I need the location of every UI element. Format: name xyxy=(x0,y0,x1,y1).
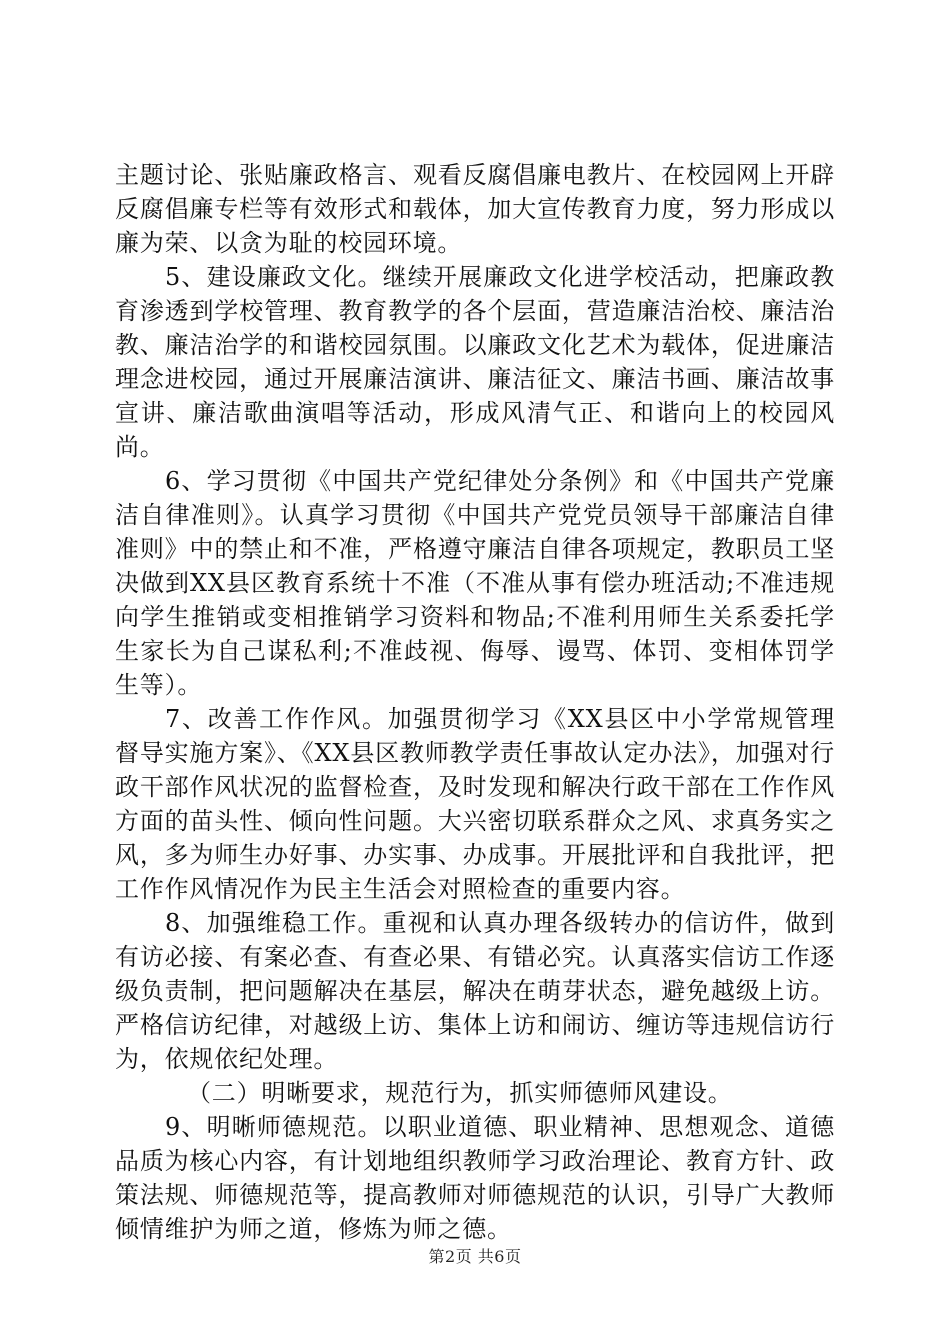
paragraph-item-5: 5、建设廉政文化。继续开展廉政文化进学校活动，把廉政教育渗透到学校管理、教育教学的各个层面，营造廉洁治校、廉洁治教、廉洁治学的和谐校园氛围。以廉政文化艺术为载体，促进廉洁理念进校园，通过开展廉洁演讲、廉洁征文、廉洁书画、廉洁故事宣讲、廉洁歌曲演唱等活动，形成风清气正、和谐向上的校园风尚。 xyxy=(115,263,835,461)
paragraph-item-6: 6、学习贯彻《中国共产党纪律处分条例》和《中国共产党廉洁自律准则》。认真学习贯彻《中国共产党党员领导干部廉洁自律准则》中的禁止和不准，严格遵守廉洁自律各项规定，教职员工坚决做到XX县区教育系统十不准（不准从事有偿办班活动;不准违规向学生推销或变相推销学习资料和物品;不准利用师生关系委托学生家长为自己谋私利;不准歧视、侮辱、谩骂、体罚、变相体罚学生等）。 xyxy=(115,467,835,699)
document-body xyxy=(115,158,835,1246)
paragraph-item-8: 8、加强维稳工作。重视和认真办理各级转办的信访件，做到有访必接、有案必查、有查必果、有错必究。认真落实信访工作逐级负责制，把问题解决在基层，解决在萌芽状态，避免越级上访。严格信访纪律，对越级上访、集体上访和闹访、缠访等违规信访行为，依规依纪处理。 xyxy=(115,909,835,1073)
section-heading-2: （二）明晰要求，规范行为，抓实师德师风建设。 xyxy=(187,1079,733,1107)
paragraph-continuation: 主题讨论、张贴廉政格言、观看反腐倡廉电教片、在校园网上开辟反腐倡廉专栏等有效形式和载体，加大宣传教育力度，努力形成以廉为荣、以贪为耻的校园环境。 xyxy=(115,161,835,257)
page-number-footer: 第2页 共6页 xyxy=(428,1247,522,1266)
paragraph-item-7: 7、改善工作作风。加强贯彻学习《XX县区中小学常规管理督导实施方案》、《XX县区教师教学责任事故认定办法》，加强对行政干部作风状况的监督检查，及时发现和解决行政干部在工作作风方面的苗头性、倾向性问题。大兴密切联系群众之风、求真务实之风，多为师生办好事、办实事、办成事。开展批评和自我批评，把工作作风情况作为民主生活会对照检查的重要内容。 xyxy=(115,705,835,903)
paragraph-item-9: 9、明晰师德规范。以职业道德、职业精神、思想观念、道德品质为核心内容，有计划地组织教师学习政治理论、教育方针、政策法规、师德规范等，提高教师对师德规范的认识，引导广大教师倾情维护为师之道，修炼为师之德。 xyxy=(115,1113,835,1243)
